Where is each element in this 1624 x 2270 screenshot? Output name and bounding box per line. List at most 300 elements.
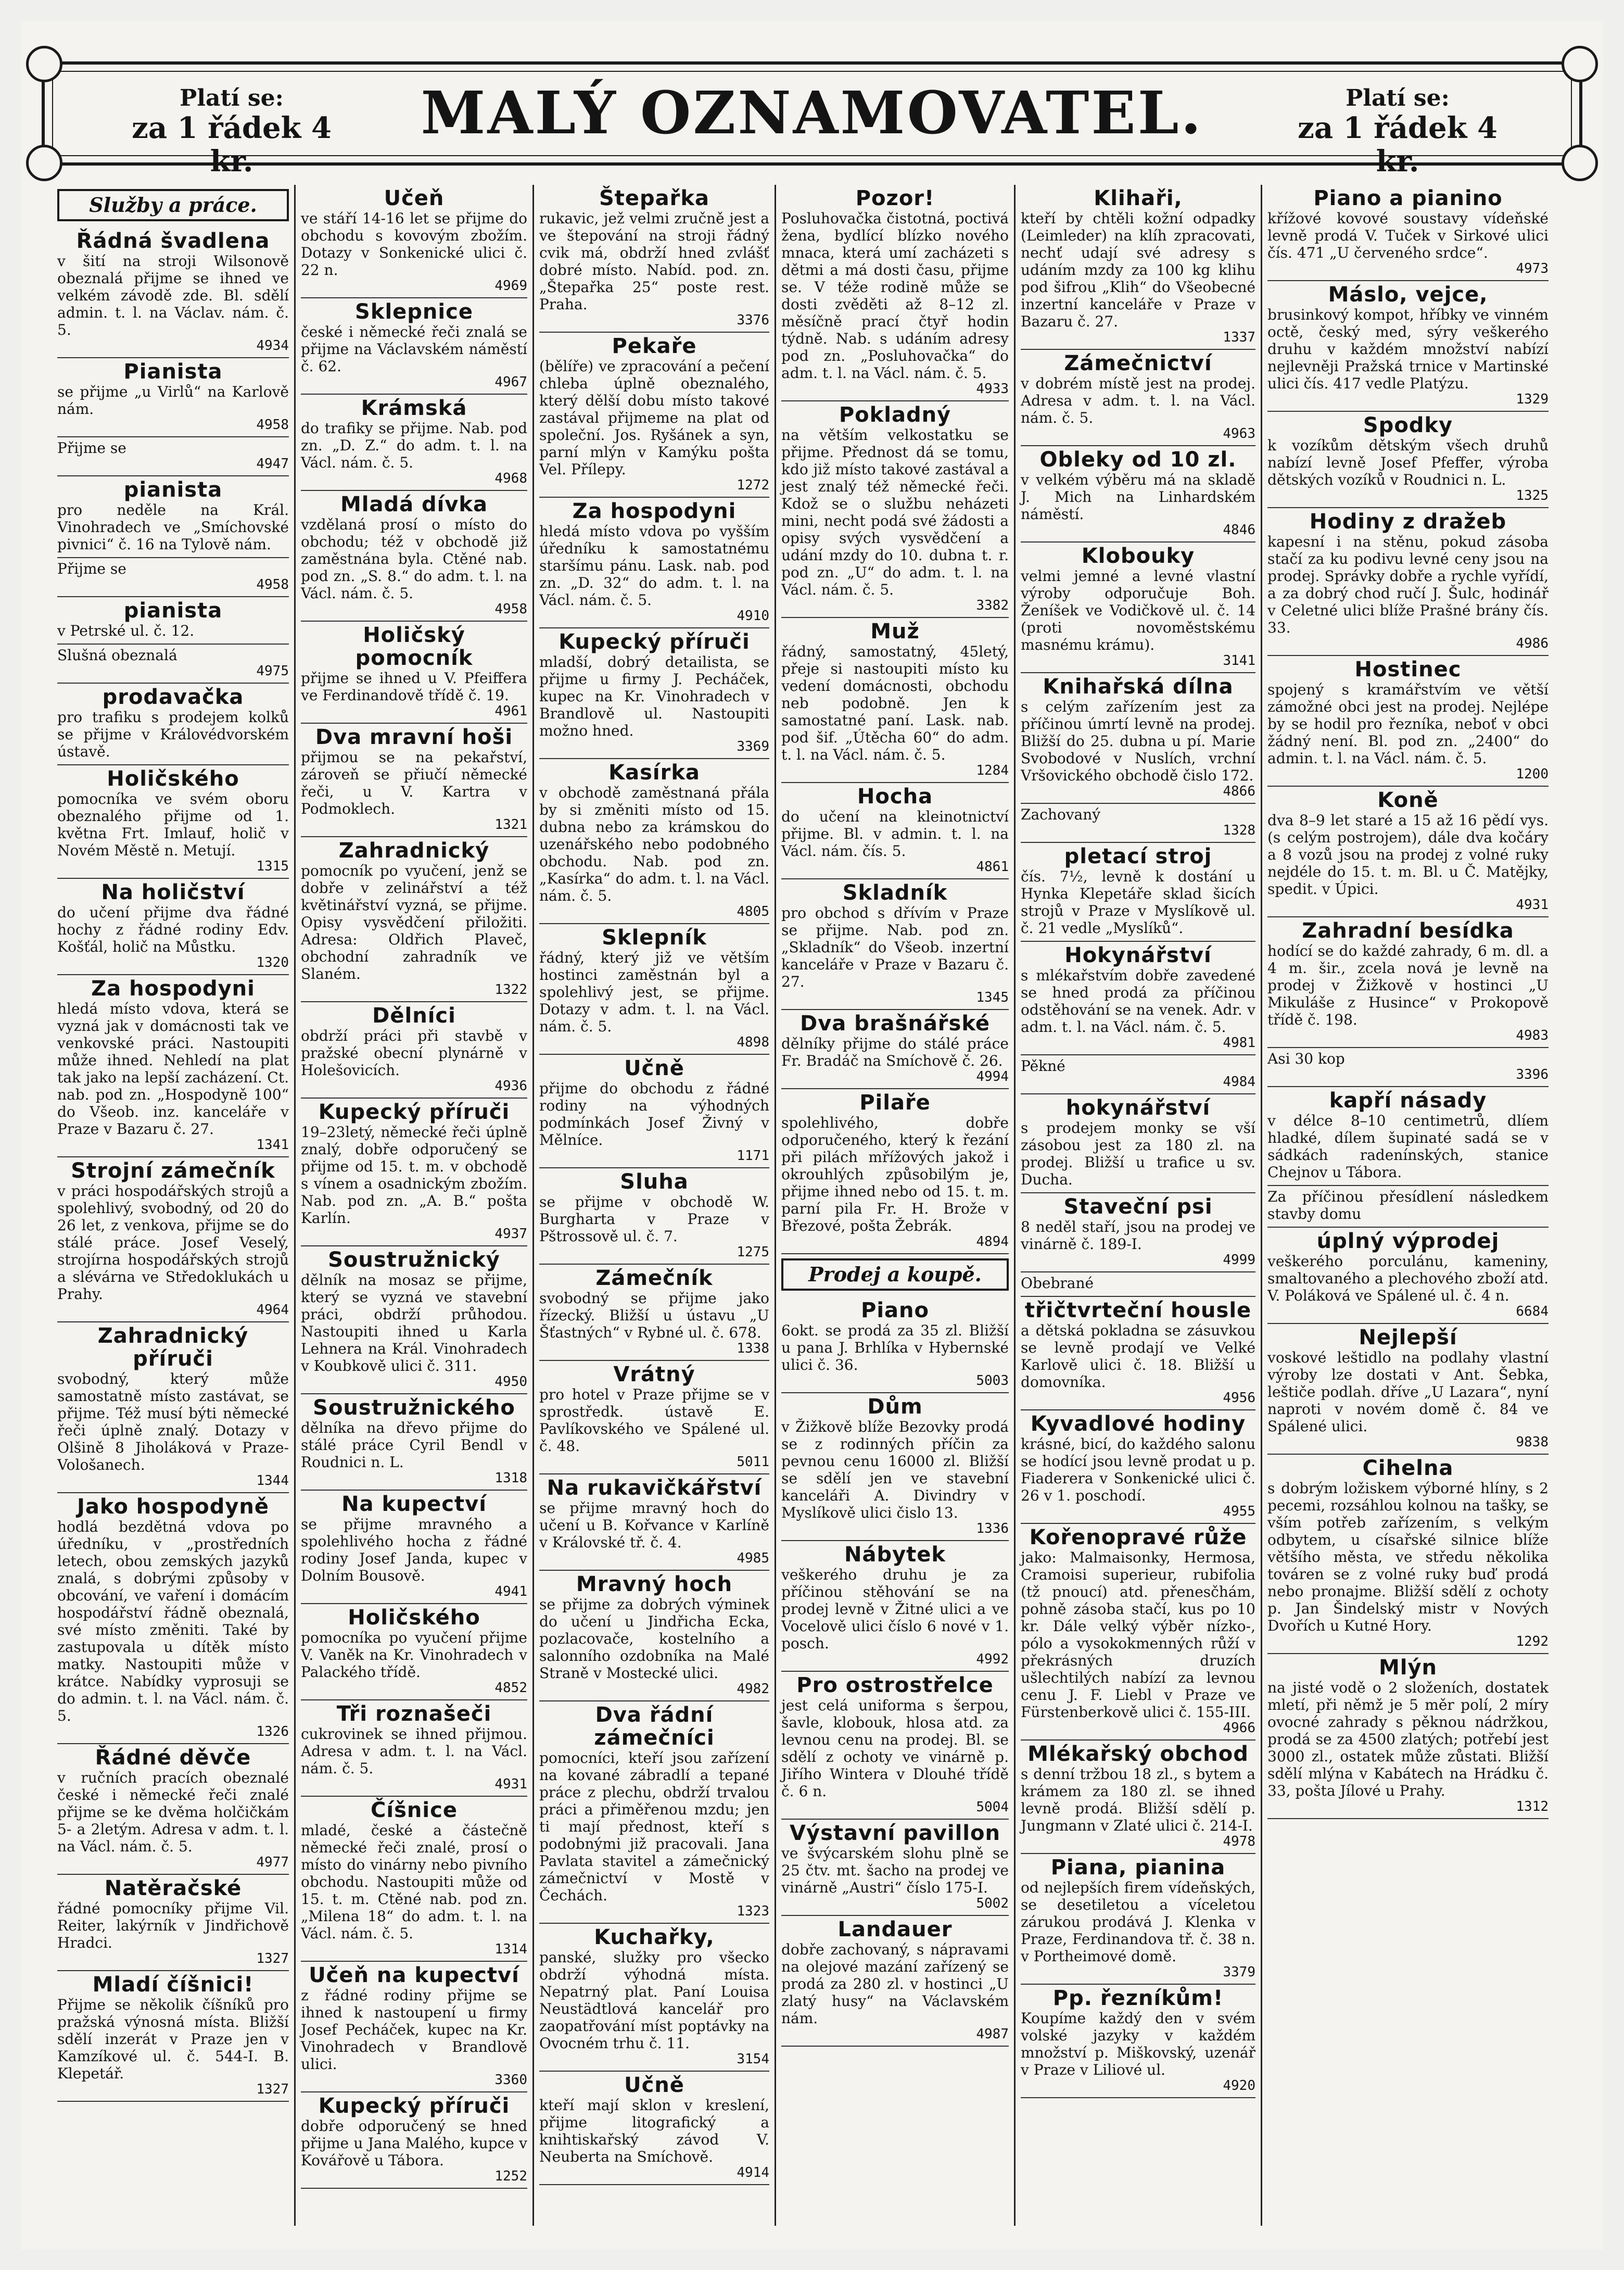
ad-text: 6okt. se prodá za 35 zl. Bližší u pana J. Brhlíka v Hybernské ulici č. 36. [781, 1322, 1009, 1373]
classified-ad [301, 837, 527, 1002]
ad-number: 1328 [1223, 823, 1255, 838]
ad-text: jest celá uniforma s šerpou, šavle, klobouk, hlosa atd. za levnou cenu na prodej. Bl. se sdělí z ochoty ve vinárně p. Jiřího Wintera v Dlouhé třídě č. 6 n. [781, 1697, 1009, 1800]
classified-ad [539, 1474, 769, 1571]
ad-number: 4958 [494, 601, 527, 617]
ad-heading: Mlékařský obchod [1027, 1742, 1249, 1766]
ad-number: 5011 [737, 1454, 769, 1470]
ad-heading: prodavačka [102, 685, 244, 709]
ad-number: 1323 [737, 1903, 769, 1919]
ad-heading: Dělníci [372, 1004, 456, 1028]
ad-number: 1272 [737, 477, 769, 493]
ad-number: 4934 [256, 338, 289, 354]
classified-ad [57, 765, 289, 879]
ad-text: do učení na kleinotnictví přijme. Bl. v admin. t. l. na Václ. nám. čís. 5. [781, 808, 1009, 860]
ad-text: s dobrým ložiskem výborné hlíny, s 2 pecemi, rozsáhlou kolnou na tašky, se vším potřeb zařízením, s velkým odbytem, u císařské silnice blíže většího města, ve středu několika továren se z volné ruky buď prodá nebo pronajme. Bližší sdělí z ochoty p. Jan Šindelský mistr v Nových Dvořích u Kutné Hory. [1267, 1480, 1549, 1634]
ad-number: 4950 [494, 1374, 527, 1390]
ad-heading: Vrátný [613, 1363, 695, 1386]
ad-heading: Mravný hoch [576, 1572, 733, 1596]
classified-ad [1021, 1985, 1255, 2098]
ad-heading: Mladí číšnici! [92, 1973, 254, 1997]
ad-text: v délce 8–10 centimetrů, dlíem hladké, dílem šupinaté sadá se v sádkách radenínských, stanice Chejnov u Tábora. [1267, 1112, 1549, 1181]
ad-number: 1321 [494, 817, 527, 833]
classified-ad [1021, 1193, 1255, 1272]
ad-heading: Koně [1377, 788, 1439, 812]
ad-heading: Klobouky [1081, 544, 1195, 568]
ad-number: 4963 [1223, 426, 1255, 442]
ad-number: 4846 [1223, 522, 1255, 538]
ad-number: 4933 [976, 381, 1009, 397]
ad-number: 4999 [1223, 1252, 1255, 1268]
classified-ad [539, 333, 769, 498]
classified-ad [539, 1701, 769, 1924]
classified-ad [1267, 1087, 1549, 1186]
ad-number: 4920 [1223, 2078, 1255, 2094]
classified-ad [781, 185, 1009, 401]
ad-number: 1327 [256, 1951, 289, 1966]
ad-number: 4982 [737, 1681, 769, 1697]
ad-text: svobodný se přijme jako řízecký. Bližší u ústavu „U Šťastných“ v Rybné ul. č. 678. [539, 1290, 769, 1341]
ad-number: 4931 [1516, 897, 1549, 913]
ad-number: 4983 [1516, 1028, 1549, 1043]
classified-ad [1267, 412, 1549, 508]
ad-text: v obchodě zaměstnaná přála by si změniti místo od 15. dubna nebo za krámskou do uzenářského nebo podobného obchodu. Nab. pod zn. „Kasírka“ do adm. t. l. na Václ. nám. č. 5. [539, 784, 769, 904]
ad-number: 4958 [256, 577, 289, 592]
classified-ad [1021, 1410, 1255, 1524]
classified-ad [301, 1700, 527, 1797]
ad-number: 1341 [256, 1137, 289, 1153]
ad-text: svobodný, který může samostatně místo zastávat, se přijme. Též musí býti německé řeči úplně znalý. Dotazy v Olšině 8 Jiholáková v Praze-Vološanech. [57, 1370, 289, 1473]
classified-ad [1021, 1272, 1255, 1297]
classified-ad [57, 437, 289, 476]
ad-text: Přijme se několik číšníků pro pražská výnosná místa. Bližší sdělí inzerát v Praze jen v Kamzíkové ul. č. 544-I. B. Klepetář. [57, 1996, 289, 2082]
classified-ad [1021, 1524, 1255, 1741]
page-title: MALÝ OZNAMOVATEL. [421, 79, 1203, 147]
ad-text: na jisté vodě o 2 složeních, dostatek mletí, při němž je 5 měr polí, 2 míry ovocné zahrady s pěknou nádržkou, prodá se za 4500 zlatých; potřebí jest 3000 zl., ostatek může zůstati. Bližší sdělí mlýna v Kabátech na Hrádku č. 33, pošta Jílové u Prahy. [1267, 1679, 1549, 1799]
ad-number: 4966 [1223, 1720, 1255, 1736]
ad-number: 4910 [737, 608, 769, 624]
classified-ad [539, 2072, 769, 2185]
ad-number: 4964 [256, 1302, 289, 1318]
ad-heading: pianista [123, 599, 223, 623]
ad-heading: Dva řádní zámečníci [594, 1703, 715, 1750]
ad-number: 4866 [1223, 784, 1255, 799]
ad-text: jako: Malmaisonky, Hermosa, Cramoisi superieur, rubifolia (tž pnoucí) atd. přenesčhám, pohně zásoba stačí, kus po 10 kr. Dále velký výběr nízko-, pólo a vysokokmenných růží v překrásných druzích ušlechtilých nabízí za levnou cenu J. F. Liebl v Praze ve Fürstenberkově ulici č. 155-III. [1021, 1549, 1255, 1721]
ad-text: dobře zachovaný, s nápravami na olejové mazání zařízený se prodá za 280 zl. v hostinci „U zlatý husy“ na Václavském nám. [781, 1941, 1009, 2027]
ad-number: 4985 [737, 1550, 769, 1566]
ornament-corner [1562, 46, 1598, 82]
ad-text: pro trafiku s prodejem kolků se přijme v Královédvorském ústavě. [57, 709, 289, 760]
ad-heading: Piana, pianina [1050, 1856, 1226, 1880]
ad-number: 5003 [976, 1373, 1009, 1389]
ad-text: v velkém výběru má na skladě J. Mich na Linhardském náměstí. [1021, 471, 1255, 523]
ad-heading: Na rukavičkářství [547, 1476, 762, 1500]
ad-text: krásné, bicí, do každého salonu se hodící jsou levně prodat u p. Fiaderera v Sonkenické ulici č. 26 v 1. poschodí. [1021, 1435, 1255, 1504]
classified-ad [57, 879, 289, 975]
classified-ad [539, 1361, 769, 1474]
ad-number: 4973 [1516, 261, 1549, 276]
classified-ad [539, 1168, 769, 1265]
ad-text: kteří by chtěli kožní odpadky (Leimleder) na klíh zpracovati, nechť udají své adresy s udáním mzdy za 100 kg klihu pod šifrou „Klih“ do Všeobecné inzertní kanceláře v Praze v Bazaru č. 27. [1021, 210, 1255, 330]
classified-ad [1267, 917, 1549, 1048]
classified-ad [1021, 543, 1255, 673]
ad-text: do učení přijme dva řádné hochy z řádné rodiny Edv. Košťál, holič na Můstku. [57, 904, 289, 955]
ad-text: se přijme za dobrých výminek do učení u Jindřicha Ecka, pozlacovače, kostelního a salonního ozdobníka na Malé Straně v Mostecké ulici. [539, 1596, 769, 1682]
ad-heading: Štepařka [599, 186, 709, 210]
ad-text: čís. 7½, levně k dostání u Hynka Klepetáře sklad šicích strojů v Praze v Myslíkově ul. č. 21 vedle „Myslíků“. [1021, 868, 1255, 937]
ad-number: 3382 [976, 598, 1009, 613]
column-4 [776, 185, 1016, 2226]
ad-text: přijme se ihned u V. Pfeiffera ve Ferdinandově třídě č. 19. [301, 670, 527, 704]
ad-number: 1252 [494, 2168, 527, 2184]
ad-heading: třičtvrteční housle [1024, 1298, 1252, 1322]
ad-heading: Pro ostrostřelce [796, 1673, 994, 1697]
column-3 [534, 185, 776, 2226]
ad-heading: Obleky od 10 zl. [1039, 448, 1237, 472]
ad-text: se přijme mravného a spolehlivého hocha z řádné rodiny Josef Janda, kupec v Dolním Bousově. [301, 1516, 527, 1584]
ad-heading: Kupecký příruči [559, 630, 750, 654]
ad-text: cukrovinek se ihned přijmou. Adresa v adm. t. l. na Václ. nám. č. 5. [301, 1725, 527, 1777]
ad-text: pomocník po vyučení, jenž se dobře v zelinářství a též květinářství vyzná, se přijme. Opisy vysvědčení přiložiti. Adresa: Oldřich Plaveč, obchodní zahradník ve Slaném. [301, 862, 527, 982]
ad-text: 19–23letý, německé řeči úplně znalý, dobře odporučený se přijme od 15. t. m. v obchodě s vínem a osadnickým zbožím. Nab. pod zn. „A. B.“ pošta Karlín. [301, 1124, 527, 1227]
ornament-corner [26, 145, 62, 181]
ad-text: pomocníka ve svém oboru obeznalého přijme od 1. května Frt. Imlauf, holič v Novém Městě n. Metují. [57, 790, 289, 859]
classified-ad [57, 358, 289, 437]
classified-ad [1267, 1186, 1549, 1228]
ad-number: 4977 [256, 1855, 289, 1870]
ad-number: 4898 [737, 1035, 769, 1050]
classified-ad [1021, 1094, 1255, 1193]
ad-text: pro neděle na Král. Vinohradech ve „Smíchovské pivnici“ č. 16 na Tylově nám. [57, 501, 289, 553]
ad-heading: Pekaře [612, 334, 697, 358]
ad-text: vzdělaná prosí o místo do obchodu; též v obchodě již zaměstnána byla. Ctěné nab. pod zn. „S. 8.“ do adm. t. l. na Václ. nám. č. 5. [301, 516, 527, 602]
classified-ad [1267, 185, 1549, 281]
classified-ad [57, 1322, 289, 1493]
ad-heading: kapří násady [1329, 1089, 1487, 1113]
ad-text: pomocníci, kteří jsou zařízení na kované zábradlí a tepané práce z plechu, obdrží trvalou práci a přiměřenou mzdu; jen ti mají přednost, kteří s podobnými již pracovali. Jana Pavlata stavitel a zámečnický zámečnictví v Mostě v Čechách. [539, 1749, 769, 1904]
ad-heading: Jako hospodyně [77, 1495, 269, 1519]
ad-text: obdrží práci při stavbě v pražské obecní plynárně v Holešovicích. [301, 1027, 527, 1079]
classified-ad [57, 558, 289, 597]
ad-heading: Strojní zámečník [71, 1159, 275, 1183]
ad-text: Přijme se [57, 560, 126, 577]
ad-text: mladší, dobrý detailista, se přijme u firmy J. Pecháček, kupec na Kr. Vinohradech v Brandlově ul. Nastoupiti možno hned. [539, 653, 769, 739]
ad-number: 4969 [494, 278, 527, 294]
ad-number: 3360 [494, 2072, 527, 2088]
ad-number: 4992 [976, 1651, 1009, 1667]
ad-heading: Natěračské [104, 1876, 242, 1900]
ad-heading: Skladník [842, 881, 948, 905]
price-label: Platí se: [1346, 85, 1450, 111]
ad-text: spojený s kramářstvím ve větší zámožné obci jest na prodej. Nejlépe by se hodil pro řezníka, neboť v obci žádný není. Bl. pod zn. „2400“ do admin. t. l. na Václ. nám. č. 5. [1267, 681, 1549, 767]
ad-text: dva 8–9 let staré a 15 až 16 pědí vys. (s celým postrojem), dále dva kočáry a 8 vozů jsou na prodej z volné ruky nejdéle do 15. t. m. Bl. u Č. Matějky, spedit. v Úpici. [1267, 812, 1549, 898]
section-heading: Služby a práce. [57, 189, 289, 221]
ad-number: 6684 [1516, 1304, 1549, 1319]
ad-heading: Zámečnictví [1064, 351, 1212, 375]
ad-text: od nejlepších firem vídeňských, se desetiletou a víceletou zárukou prodává J. Klenka v Praze, Ferdinandova tř. č. 38 n. v Portheimové domě. [1021, 1879, 1255, 1965]
ad-heading: Řádná švadlena [76, 229, 270, 253]
ornament-corner [26, 46, 62, 82]
classified-ad [57, 228, 289, 358]
ad-number: 1312 [1516, 1799, 1549, 1814]
classified-ad [1267, 508, 1549, 656]
classified-ad [301, 1394, 527, 1491]
ad-text: hledá místo vdova po vyšším úředníku k samostatnému staršímu pánu. Lask. nab. pod zn. „D. 32“ do adm. t. l. na Václ. nám. č. 5. [539, 523, 769, 609]
ad-number: 1171 [737, 1148, 769, 1164]
ad-text: dělníky přijme do stálé práce Fr. Bradáč na Smíchově č. 26. [781, 1035, 1009, 1069]
section-heading: Prodej a koupě. [781, 1258, 1009, 1291]
classified-ad [301, 1797, 527, 1962]
ad-heading: Učeň na kupectví [309, 1963, 519, 1987]
ad-text: Zachovaný [1021, 806, 1101, 823]
ad-text: veškerého druhu je za příčinou stěhování se na prodej levně v Žitné ulici a ve Vocelově ulici číslo 6 nové v 1. posch. [781, 1566, 1009, 1652]
ad-text: hodlá bezdětná vdova po úředníku, v „prostředních letech, obou zemských jazyků znalá, s dobrými způsoby v obcování, ve vaření i domácím hospodářství řádně obeznalá, své místo změniti. Také by zastupovala u dítěk místo matky. Nastoupiti může v krátce. Nabídky vyprosuji se do admin. t. l. na Václ. nám. č. 5. [57, 1518, 289, 1724]
ad-number: 1284 [976, 763, 1009, 778]
classified-ad [1267, 281, 1549, 412]
classified-ad [301, 185, 527, 298]
ad-heading: Výstavní pavillon [790, 1821, 1000, 1845]
ad-text: 8 neděl staří, jsou na prodej ve vinárně č. 189-I. [1021, 1218, 1255, 1253]
ad-text: v šití na stroji Wilsonově obeznalá přijme se ihned ve velkém závodě zde. Bl. sdělí admin. t. l. na Václav. nám. č. 5. [57, 253, 289, 338]
ad-heading: úplný výprodej [1316, 1229, 1500, 1253]
classified-ad [781, 1297, 1009, 1393]
classified-ad [781, 618, 1009, 783]
classified-ad [1267, 656, 1549, 787]
classified-ad [301, 1099, 527, 1246]
ad-number: 3369 [737, 739, 769, 754]
ad-heading: Dva brašnářské [800, 1012, 990, 1036]
ad-text: Přijme se [57, 439, 126, 457]
ad-number: 4986 [1516, 636, 1549, 651]
ad-heading: Číšnice [371, 1798, 458, 1822]
classified-ad [1021, 673, 1255, 804]
ad-number: 4941 [494, 1584, 527, 1599]
ad-heading: Učně [624, 1056, 684, 1080]
ad-heading: Nejlepší [1359, 1326, 1457, 1350]
price-value: za 1 řádek 4 kr. [1298, 111, 1498, 179]
classified-ad [57, 645, 289, 684]
classified-ad [57, 1971, 289, 2102]
ad-heading: Kuchařky, [594, 1925, 715, 1949]
ad-text: kteří mají sklon v kreslení, přijme litografický a knihtiskařský závod V. Neuberta na Smíchově. [539, 2097, 769, 2165]
ad-number: 3379 [1223, 1964, 1255, 1980]
ad-heading: Muž [870, 620, 920, 644]
ad-heading: Piano a pianino [1313, 186, 1503, 210]
ad-heading: Hostinec [1354, 658, 1462, 682]
ad-heading: Mladá dívka [340, 493, 488, 516]
ad-text: panské, služky pro všecko obdrží výhodná místa. Nepatrný plat. Paní Louisa Neustädtlová kancelář pro zaopatřování míst poptávky na Ovocném trhu č. 11. [539, 1949, 769, 2052]
ad-text: brusinkový kompot, hříbky ve vinném octě, český med, sýry veškerého druhu v každém množství nabízí nejlevněji Pražská trnice v Martinské ulici čís. 417 vedle Platýzu. [1267, 306, 1549, 392]
classified-ad [1267, 1654, 1549, 1819]
classified-ad [301, 1246, 527, 1394]
classified-ad [1021, 185, 1255, 350]
ad-heading: Holičského [348, 1606, 480, 1630]
price-value: za 1 řádek 4 kr. [132, 111, 332, 179]
column-2 [296, 185, 534, 2226]
ad-number: 1292 [1516, 1634, 1549, 1649]
ad-text: řádný, který již ve větším hostinci zaměstnán byl a spolehlivý jest, se přijme. Dotazy v adm. t. l. na Václ. nám. č. 5. [539, 949, 769, 1035]
ad-heading: Landauer [838, 1918, 953, 1941]
ad-text: Za příčinou přesídlení následkem stavby domu [1267, 1188, 1549, 1222]
ad-number: 4861 [976, 859, 1009, 875]
ad-heading: Řádné děvče [95, 1746, 251, 1770]
ad-heading: Kupecký příruči [318, 2094, 510, 2118]
ad-number: 4958 [256, 417, 289, 433]
ad-heading: Pp. řezníkům! [1052, 1986, 1224, 2010]
masthead [42, 61, 1582, 179]
ad-number: 1329 [1516, 392, 1549, 407]
ad-text: Obebrané [1021, 1275, 1094, 1292]
classified-ad [301, 395, 527, 491]
ad-text: se přijme mravný hoch do učení u B. Kořvance v Karlíně v Královské tř. č. 4. [539, 1499, 769, 1551]
ad-heading: Holičský pomocník [355, 623, 473, 670]
ad-text: se přijme „u Virlů“ na Karlově nám. [57, 383, 289, 418]
classified-ad [1267, 1455, 1549, 1654]
ad-number: 1338 [737, 1341, 769, 1356]
ad-heading: Spodky [1363, 413, 1453, 437]
classified-ad [57, 476, 289, 558]
column-5 [1016, 185, 1262, 2226]
ad-heading: Dva mravní hoši [315, 725, 513, 749]
ad-text: a dětská pokladna se zásuvkou se levně prodají ve Velké Karlově ulici č. 18. Bližší u domovníka. [1021, 1322, 1255, 1391]
ad-heading: Nábytek [844, 1543, 946, 1567]
classified-ad [1021, 804, 1255, 843]
ad-columns [52, 185, 1554, 2226]
classified-ad [781, 401, 1009, 618]
ad-heading: Na kupectví [341, 1492, 487, 1516]
ad-number: 1275 [737, 1244, 769, 1260]
classified-ad [301, 298, 527, 395]
ad-number: 1318 [494, 1470, 527, 1486]
ad-heading: Kyvadlové hodiny [1030, 1412, 1246, 1436]
ad-number: 4981 [1223, 1035, 1255, 1051]
ad-heading: Klihaři, [1094, 186, 1183, 210]
ad-number: 4914 [737, 2165, 769, 2180]
ad-heading: Soustružnický [328, 1248, 500, 1272]
classified-ad [539, 759, 769, 924]
ad-text: spolehlivého, dobře odporučeného, který k řezání při pilách mřížových jakož i okrouhlých způsobilým je, přijme ihned nebo od 15. t. m. parní pila Fr. H. Brože v Březové, pošta Žebrák. [781, 1114, 1009, 1234]
ad-heading: Dům [867, 1395, 923, 1419]
ad-text: v Žižkově blíže Bezovky prodá se z rodinných příčin za pevnou cenu 16000 zl. Bližší se sdělí jen ve stavební kanceláři A. Divindry v Myslíkově ulici čislo 13. [781, 1418, 1009, 1521]
price-note-right [1275, 85, 1520, 178]
ad-number: 4994 [976, 1069, 1009, 1084]
ad-heading: Staveční psi [1063, 1195, 1213, 1219]
ad-text: Pěkné [1021, 1057, 1065, 1075]
ad-heading: Zahradní besídka [1302, 919, 1514, 943]
classified-ad [539, 1924, 769, 2072]
ornament-corner [1562, 145, 1598, 181]
ad-text: dělníka na dřevo přijme do stálé práce Cyril Bendl v Roudnici n. L. [301, 1419, 527, 1471]
ad-number: 4931 [494, 1776, 527, 1792]
classified-ad [301, 1604, 527, 1700]
classified-ad [1021, 1741, 1255, 1854]
ad-text: na větším velkostatku se přijme. Přednost dá se tomu, kdo již místo takové zastával a jest znalý též německé řeči. Kdož se o službu neházeti mini, necht podá své žádosti a opisy svých vysvědčení a udání mzdy do 10. dubna t. r. pod zn. „U“ do adm. t. l. na Václ. nám. č. 5. [781, 426, 1009, 598]
ad-heading: Za hospodyni [91, 977, 255, 1001]
price-label: Platí se: [180, 85, 284, 111]
classified-ad [781, 1010, 1009, 1089]
classified-ad [781, 879, 1009, 1010]
price-note-left [109, 85, 354, 178]
ad-heading: Hocha [857, 785, 933, 809]
ad-heading: Kupecký příruči [318, 1100, 510, 1124]
classified-ad [1021, 843, 1255, 942]
ad-text: pomocníka po vyučení přijme V. Vaněk na Kr. Vinohradech v Palackého třídě. [301, 1629, 527, 1681]
ad-number: 5002 [976, 1896, 1009, 1911]
ad-text: rukavic, jež velmi zručně jest a ve štepování na stroji řádný cvik má, obdrží hned zvlášť dobré místo. Nabíd. pod. zn. „Štepařka 25“ poste rest. Praha. [539, 210, 769, 313]
ad-heading: Piano [861, 1298, 929, 1322]
ad-heading: Učeň [384, 186, 445, 210]
ad-number: 4852 [494, 1680, 527, 1696]
ad-number: 1320 [256, 955, 289, 970]
ad-text: s prodejem monky se vší zásobou jest za 180 zl. na prodej. Bližší u trafice u sv. Ducha. [1021, 1119, 1255, 1188]
ad-text: dělník na mosaz se přijme, který se vyzná ve stavební práci, obdrží průhodou. Nastoupiti ihned u Karla Lehnera na Král. Vinohradech v Koubkově ulici č. 311. [301, 1271, 527, 1374]
ad-heading: Sklepnice [355, 300, 473, 324]
ad-text: dobře odporučený se hned přijme u Jana Malého, kupce v Kovářově u Tábora. [301, 2117, 527, 2169]
ad-number: 4805 [737, 904, 769, 919]
ad-heading: Tři roznašeči [336, 1702, 492, 1726]
ad-text: Koupíme každý den v svém volské jazyky v každém množství p. Miškovský, uzenář v Praze v Liliové ul. [1021, 2010, 1255, 2078]
ad-text: křížové kovové soustavy vídeňské levně prodá V. Tuček v Sirkové ulici čís. 471 „U červeného srdce“. [1267, 210, 1549, 261]
classified-ad [539, 498, 769, 628]
classified-ad [57, 1157, 289, 1322]
column-1 [52, 185, 296, 2226]
ad-heading: Zámečník [595, 1266, 713, 1290]
ad-heading: Učně [624, 2073, 684, 2097]
ad-heading: Hodiny z dražeb [1309, 510, 1507, 534]
ad-number: 3376 [737, 312, 769, 328]
ad-heading: Sluha [620, 1170, 689, 1194]
ad-text: hledá místo vdova, která se vyzná jak v domácnosti tak ve venkovské práci. Nastoupiti může ihned. Nehledí na plat tak jako na lepší zacházení. Ct. nab. pod zn. „Hospodyně 100“ do Všeob. inz. kanceláře v Praze v Bazaru č. 27. [57, 1000, 289, 1138]
classified-ad [539, 1055, 769, 1168]
classified-ad [301, 724, 527, 837]
ad-heading: Pozor! [855, 186, 935, 210]
classified-ad [781, 1820, 1009, 1916]
ad-number: 1326 [256, 1724, 289, 1739]
ad-number: 1314 [494, 1941, 527, 1957]
ad-heading: Krámská [361, 396, 467, 420]
classified-ad [57, 1875, 289, 1971]
ad-text: řádné pomocníky přijme Vil. Reiter, lakýrník v Jindřichově Hradci. [57, 1900, 289, 1951]
ad-heading: Cihelna [1362, 1456, 1454, 1480]
ad-text: Posluhovačka čistotná, poctivá žena, bydlící blízko nového mnaca, která umí zacházeti s dětmi a má dosti času, přijme se. V téže rodině může se dosti zvěděti až 8–12 zl. měsíčně prací čtyř hodin týdně. Nab. s udáním adresy pod zn. „Posluhovačka“ do adm. t. l. na Václ. nám. č. 5. [781, 210, 1009, 382]
classified-ad [781, 1393, 1009, 1541]
ad-heading: Pilaře [859, 1091, 931, 1115]
ad-number: 4956 [1223, 1390, 1255, 1406]
ad-heading: Knihařská dílna [1043, 675, 1234, 699]
ad-text: s celým zařízením jest za příčinou úmrtí levně na prodej. Bližší do 25. dubna u pí. Marie Svobodové v Nuslích, vrchní Vršovického obchodě čislo 172. [1021, 698, 1255, 784]
ad-text: veškerého porculánu, kameniny, smaltovaného a plechového zboží atd. V. Poláková ve Spálené ul. č. 4 n. [1267, 1253, 1549, 1304]
ad-number: 4967 [494, 374, 527, 390]
ad-heading: Máslo, vejce, [1328, 283, 1488, 307]
classified-ad [539, 185, 769, 333]
classified-ad [1267, 1228, 1549, 1324]
ad-number: 1336 [976, 1521, 1009, 1536]
classified-ad [781, 1672, 1009, 1820]
ad-number: 1325 [1516, 488, 1549, 503]
classified-ad [301, 622, 527, 724]
ad-text: pro obchod s dřívím v Praze se přijme. Nab. pod zn. „Skladník“ do Všeob. inzertní kanceláře v Praze v Bazaru č. 27. [781, 904, 1009, 990]
classified-ad [301, 491, 527, 622]
ad-text: pro hotel v Praze přijme se v sprostředk. ústavě E. Pavlíkovského ve Spálené ul. č. 48. [539, 1386, 769, 1455]
classified-ad [57, 684, 289, 765]
classified-ad [57, 975, 289, 1157]
classified-ad [301, 1491, 527, 1604]
ad-number: 4987 [976, 2026, 1009, 2042]
classified-ad [539, 628, 769, 759]
ad-heading: Pianista [123, 360, 223, 384]
ad-heading: Kasírka [608, 761, 700, 785]
ad-heading: Mlýn [1378, 1656, 1438, 1680]
ad-number: 9838 [1516, 1434, 1549, 1450]
